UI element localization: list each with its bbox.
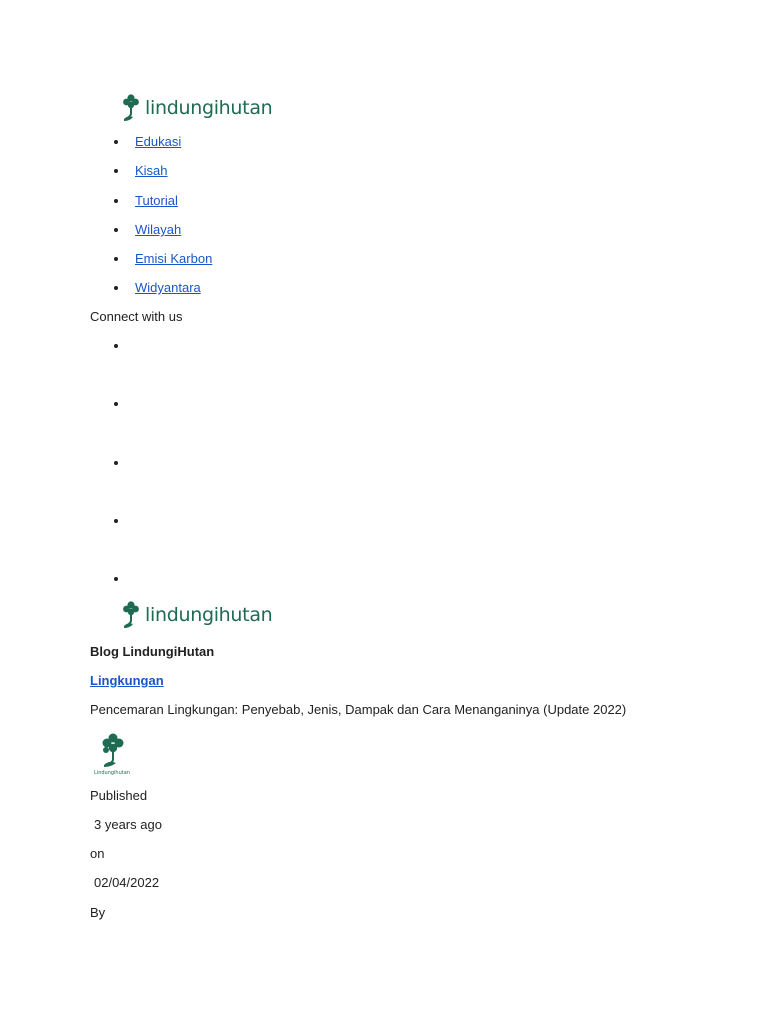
blog-logo[interactable] [120, 600, 272, 630]
nav-link-tutorial[interactable]: Tutorial [135, 193, 178, 208]
nav-link-emisi-karbon[interactable]: Emisi Karbon [135, 251, 213, 266]
nav-link-wilayah[interactable]: Wilayah [135, 222, 182, 237]
published-label: Published [90, 788, 148, 803]
relative-time: 3 years ago [94, 817, 162, 832]
category-link[interactable]: Lingkungan [90, 673, 164, 688]
site-label: Blog LindungiHutan [90, 644, 215, 659]
connect-label: Connect with us [90, 309, 183, 324]
publish-date: 02/04/2022 [94, 875, 160, 890]
list-bullet [114, 199, 118, 203]
nav-link-kisah[interactable]: Kisah [135, 163, 168, 178]
tree-avatar-icon [92, 730, 132, 778]
logo-text: lindungihutan [145, 604, 273, 626]
avatar-caption: Lindungihutan [94, 770, 130, 776]
list-bullet [114, 140, 118, 144]
logo-text: lindungihutan [145, 97, 273, 119]
list-bullet [114, 228, 118, 232]
tree-icon [120, 600, 142, 630]
list-bullet [114, 577, 118, 581]
by-label: By [90, 905, 106, 920]
list-bullet [114, 257, 118, 261]
list-bullet [114, 169, 118, 173]
tree-icon [120, 93, 142, 123]
on-label: on [90, 846, 105, 861]
nav-link-edukasi[interactable]: Edukasi [135, 134, 182, 149]
list-bullet [114, 519, 118, 523]
list-bullet [114, 461, 118, 465]
article-title: Pencemaran Lingkungan: Penyebab, Jenis, Dampak dan Cara Menanganinya (Update 2022) [90, 702, 627, 717]
nav-link-widyantara[interactable]: Widyantara [135, 280, 201, 295]
list-bullet [114, 286, 118, 290]
author-avatar[interactable] [92, 730, 132, 778]
list-bullet [114, 344, 118, 348]
list-bullet [114, 402, 118, 406]
header-logo[interactable] [120, 93, 272, 123]
